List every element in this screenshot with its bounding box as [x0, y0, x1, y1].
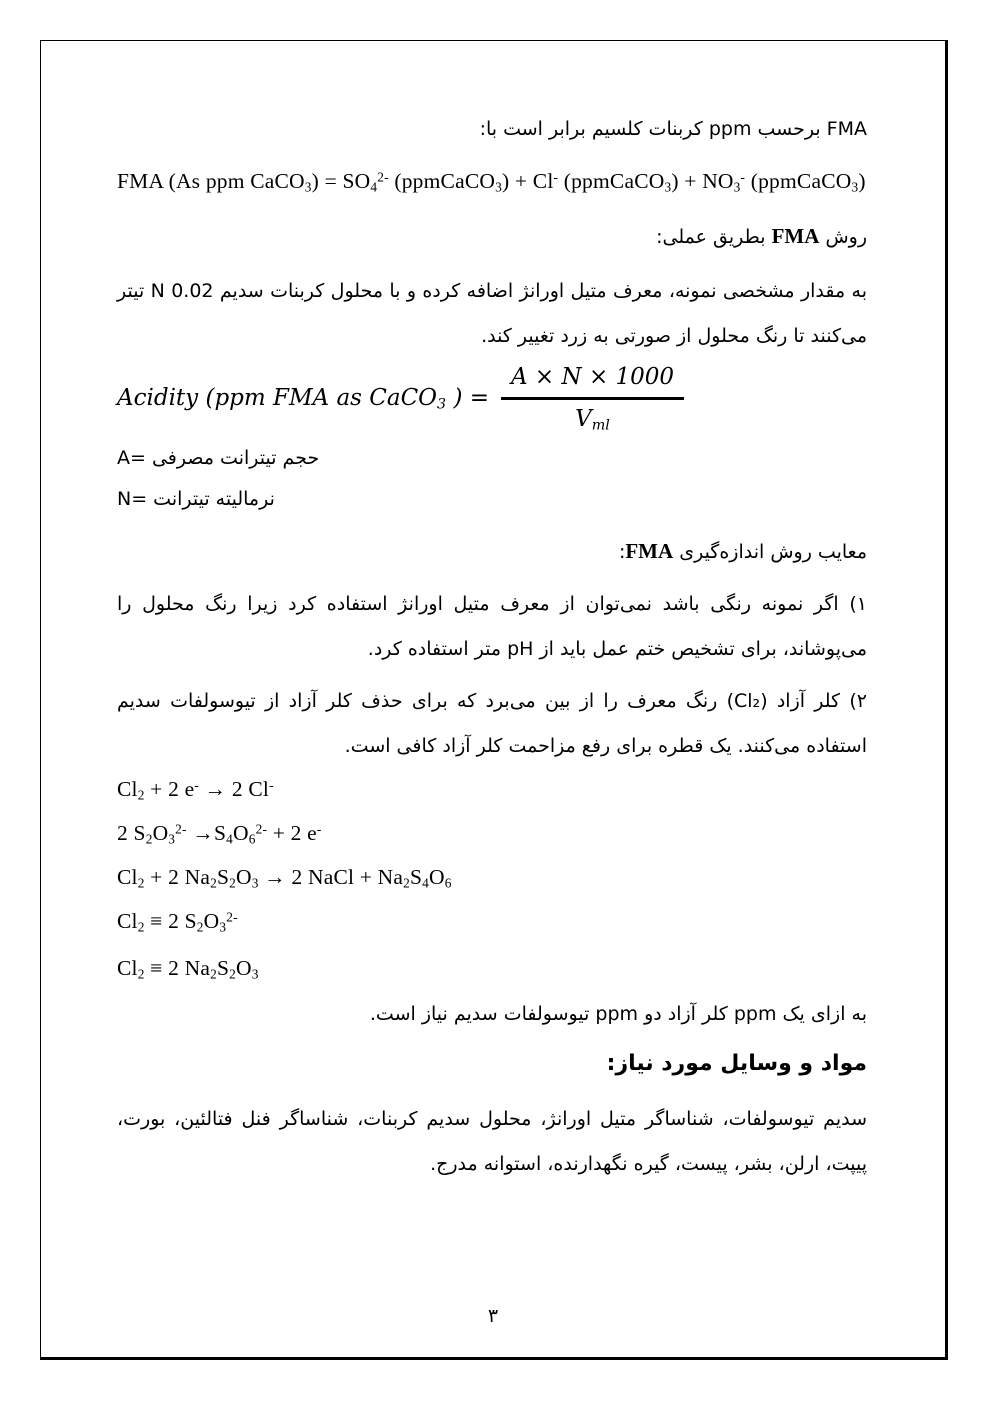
- materials-heading: مواد و وسایل مورد نیاز:: [606, 1051, 867, 1076]
- method-line-pre: روش: [819, 226, 867, 248]
- disadvantages-heading: [117, 529, 867, 575]
- chlorine-thiosulfate-reaction-equation: $Cl_2 + 2$ $Na_2S_2O_3 \to 2$ NaCl + $Na_2S_4O_6$: [117, 865, 452, 891]
- chlorine-thiosulfate-equivalence-2: $Cl_2 \equiv 2$ $Na_2S_2O_3$: [117, 956, 259, 982]
- disadvantage-item-1: ۱) اگر نمونه رنگی باشد نمی‌توان از معرف متیل اورانژ استفاده کرد زیرا رنگ محلول را می‌پوشاند، برای تشخیص ختم عمل باید از pH متر استفاده کرد.: [117, 593, 867, 660]
- acidity-formula-lhs: Acidity (ppm FMA as CaCO$_3$ ) =: [117, 385, 489, 413]
- method-line: [117, 214, 867, 260]
- intro-line: FMA برحسب ppm کربنات کلسیم برابر است با:: [479, 118, 867, 140]
- page-number: ۳: [487, 1305, 499, 1327]
- disadvantages-heading-post: :: [618, 541, 626, 563]
- chlorine-thiosulfate-equivalence-1: $Cl_2 \equiv 2$ $S_2O_3^{2-}$: [117, 909, 238, 935]
- thiosulfate-oxidation-equation: 2 $S_2O_3^{2-} \to S_4O_6^{2-} + 2$ e-: [117, 821, 322, 847]
- disadvantages-heading-fma-bold: FMA: [625, 539, 674, 563]
- procedure-paragraph: به مقدار مشخصی نمونه، معرف متیل اورانژ اضافه کرده و با محلول کربنات سدیم 0.02 N تیتر می‌کنند تا رنگ محلول از صورتی به زرد تغییر کند.: [117, 280, 868, 347]
- disadvantages-heading-pre: معایب روش اندازه‌گیری: [673, 541, 867, 563]
- fma-equation: FMA (As ppm CaCO$_3$) = $SO_4^{2-}$ (ppmCaCO$_3$) + Cl- (ppmCaCO$_3$) + $NO_3^-$ (ppmCaCO$_3$): [117, 169, 866, 195]
- chlorine-reduction-equation: $Cl_2 + 2$ e- → 2 Cl-: [117, 777, 274, 803]
- thiosulfate-requirement-note: به ازای یک ppm کلر آزاد دو ppm تیوسولفات سدیم نیاز است.: [369, 1003, 867, 1025]
- materials-paragraph: سدیم تیوسولفات، شناساگر متیل اورانژ، محلول سدیم کربنات، شناساگر فنل فتالئین، بورت، پیپت، ارلن، بشر، پیست، گیره نگهدارنده، استوانه مدرج.: [117, 1108, 867, 1175]
- acidity-formula-fraction: [501, 363, 684, 433]
- method-line-fma-bold: FMA: [771, 224, 820, 248]
- method-line-post: بطریق عملی:: [656, 226, 772, 248]
- disadvantage-item-2: ۲) کلر آزاد (Cl₂) رنگ معرف را از بین می‌برد که برای حذف کلر آزاد از تیوسولفات سدیم استفاده می‌کنند. یک قطره برای رفع مزاحمت کلر آزاد کافی است.: [117, 690, 867, 757]
- acidity-formula: [117, 363, 684, 433]
- titrant-volume-definition: حجم تیترانت مصرفی =A: [117, 447, 320, 469]
- titrant-normality-definition: نرمالیته تیترانت =N: [117, 488, 275, 510]
- page-border: [40, 40, 948, 1360]
- acidity-formula-numerator: A × N × 1000: [501, 363, 684, 400]
- acidity-formula-denominator: $V_{ml}$: [575, 406, 610, 434]
